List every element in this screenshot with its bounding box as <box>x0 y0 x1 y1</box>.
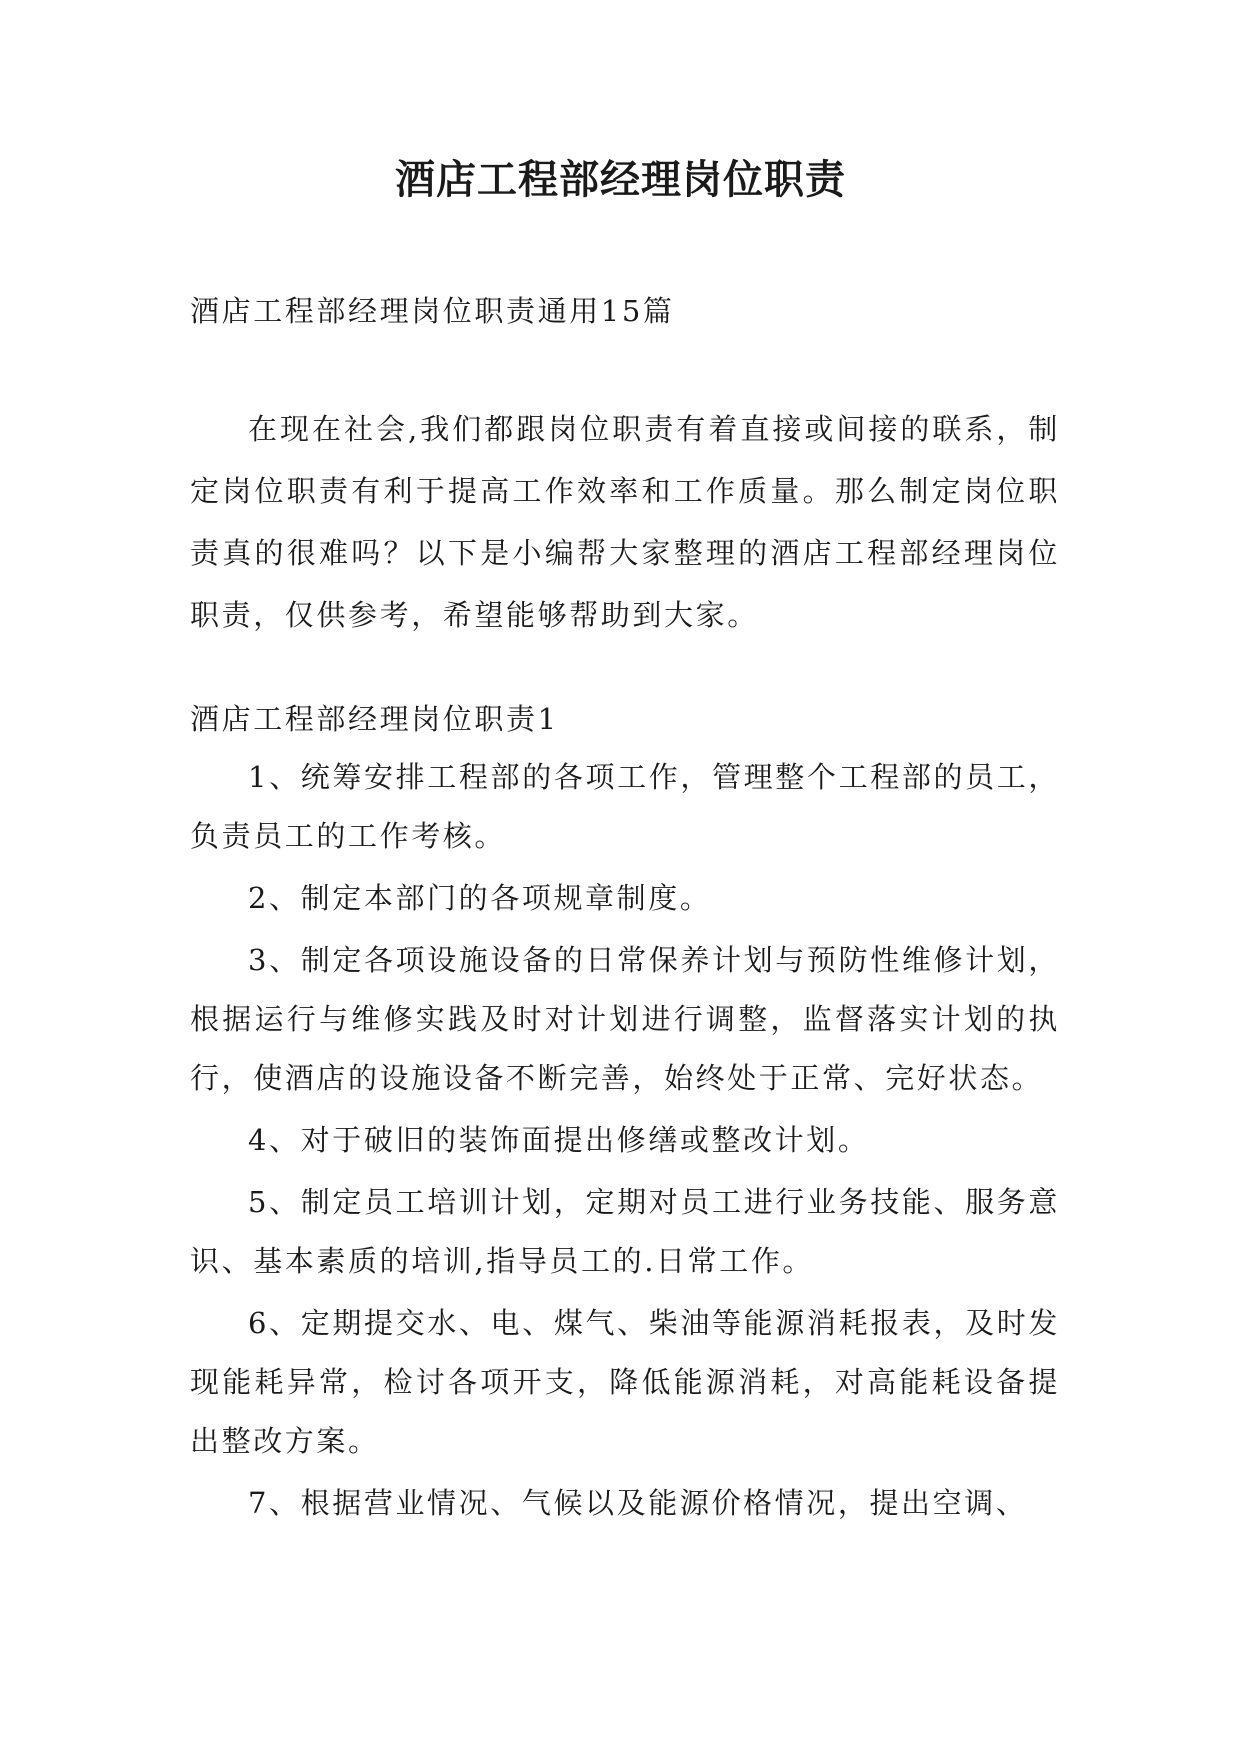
duty-item: 4、对于破旧的装饰面提出修缮或整改计划。 <box>248 1123 870 1157</box>
section-heading: 酒店工程部经理岗位职责1 <box>190 702 559 736</box>
duty-item: 6、定期提交水、电、煤气、柴油等能源消耗报表，及时发现能耗异常，检讨各项开支，降低能源消耗，对高能耗设备提出整改方案。 <box>190 1306 1060 1458</box>
document-subtitle: 酒店工程部经理岗位职责通用15篇 <box>190 294 675 328</box>
duty-item: 2、制定本部门的各项规章制度。 <box>248 881 712 915</box>
duty-item: 3、制定各项设施设备的日常保养计划与预防性维修计划，根据运行与维修实践及时对计划进行调整，监督落实计划的执行，使酒店的设施设备不断完善，始终处于正常、完好状态。 <box>190 943 1060 1095</box>
document-title: 酒店工程部经理岗位职责 <box>395 157 846 203</box>
duty-item: 5、制定员工培训计划，定期对员工进行业务技能、服务意识、基本素质的培训,指导员工的.日常工作。 <box>190 1185 1060 1278</box>
duty-item: 1、统筹安排工程部的各项工作，管理整个工程部的员工，负责员工的工作考核。 <box>190 760 1060 853</box>
duty-list <box>190 748 1060 1536</box>
duty-item: 7、根据营业情况、气候以及能源价格情况，提出空调、 <box>248 1486 1028 1520</box>
intro-paragraph: 在现在社会,我们都跟岗位职责有着直接或间接的联系，制定岗位职责有利于提高工作效率和工作质量。那么制定岗位职责真的很难吗？以下是小编帮大家整理的酒店工程部经理岗位职责，仅供参考，希望能够帮助到大家。 <box>190 412 1060 632</box>
